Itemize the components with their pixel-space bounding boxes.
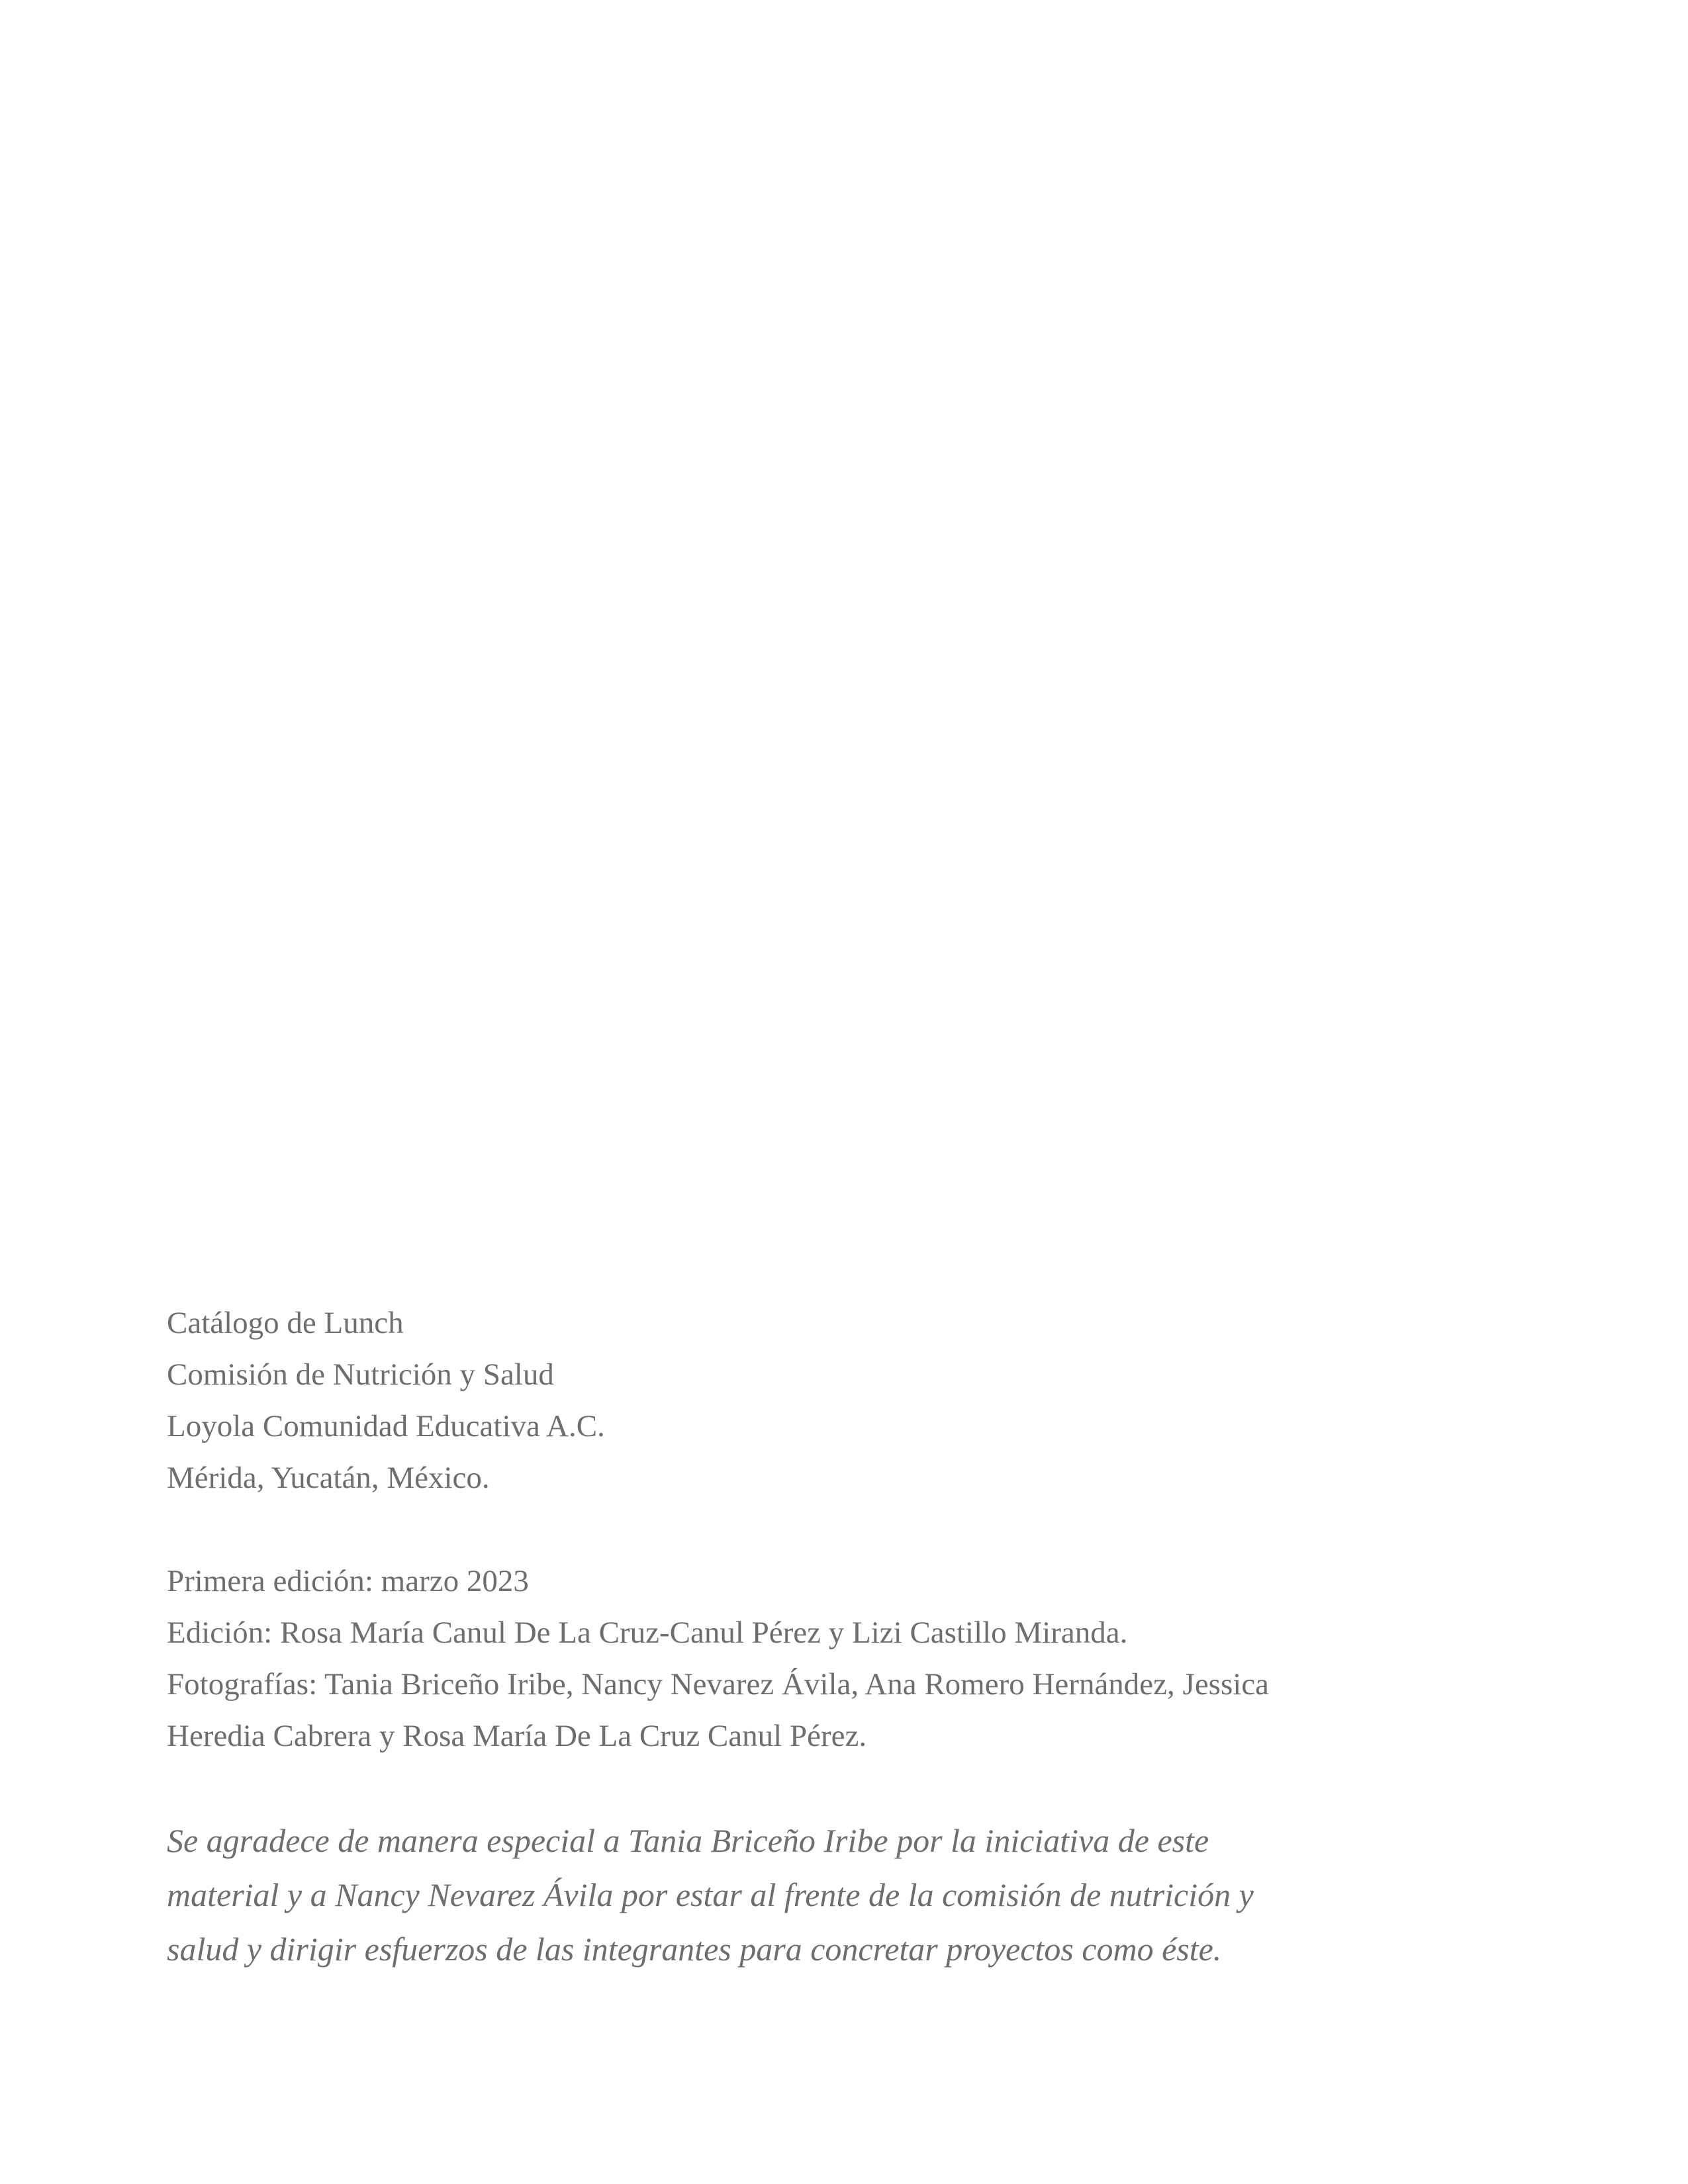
editors-credit: Edición: Rosa María Canul De La Cruz-Canul Pérez y Lizi Castillo Miranda.: [167, 1615, 1128, 1650]
location: Mérida, Yucatán, México.: [167, 1461, 490, 1495]
commission-name: Comisión de Nutrición y Salud: [167, 1357, 554, 1392]
imprint-block: [167, 1297, 1557, 1504]
colophon: [167, 1297, 1557, 1976]
acknowledgement-line-3: salud y dirigir esfuerzos de las integrantes para concretar proyectos como éste.: [167, 1931, 1222, 1968]
photography-credit-line-2: Heredia Cabrera y Rosa María De La Cruz Canul Pérez.: [167, 1719, 867, 1753]
photography-credit-line-1: Fotografías: Tania Briceño Iribe, Nancy Nevarez Ávila, Ana Romero Hernández, Jessica: [167, 1667, 1270, 1702]
organization-name: Loyola Comunidad Educativa A.C.: [167, 1409, 605, 1443]
spacer: [167, 1504, 1557, 1555]
acknowledgement-line-1: Se agradece de manera especial a Tania Briceño Iribe por la iniciativa de este: [167, 1822, 1209, 1859]
catalog-title: Catálogo de Lunch: [167, 1306, 404, 1340]
edition-block: [167, 1555, 1557, 1762]
acknowledgement-line-2: material y a Nancy Nevarez Ávila por estar al frente de la comisión de nutrición y: [167, 1876, 1254, 1913]
acknowledgement-paragraph: [167, 1813, 1557, 1976]
first-edition-date: Primera edición: marzo 2023: [167, 1564, 529, 1598]
